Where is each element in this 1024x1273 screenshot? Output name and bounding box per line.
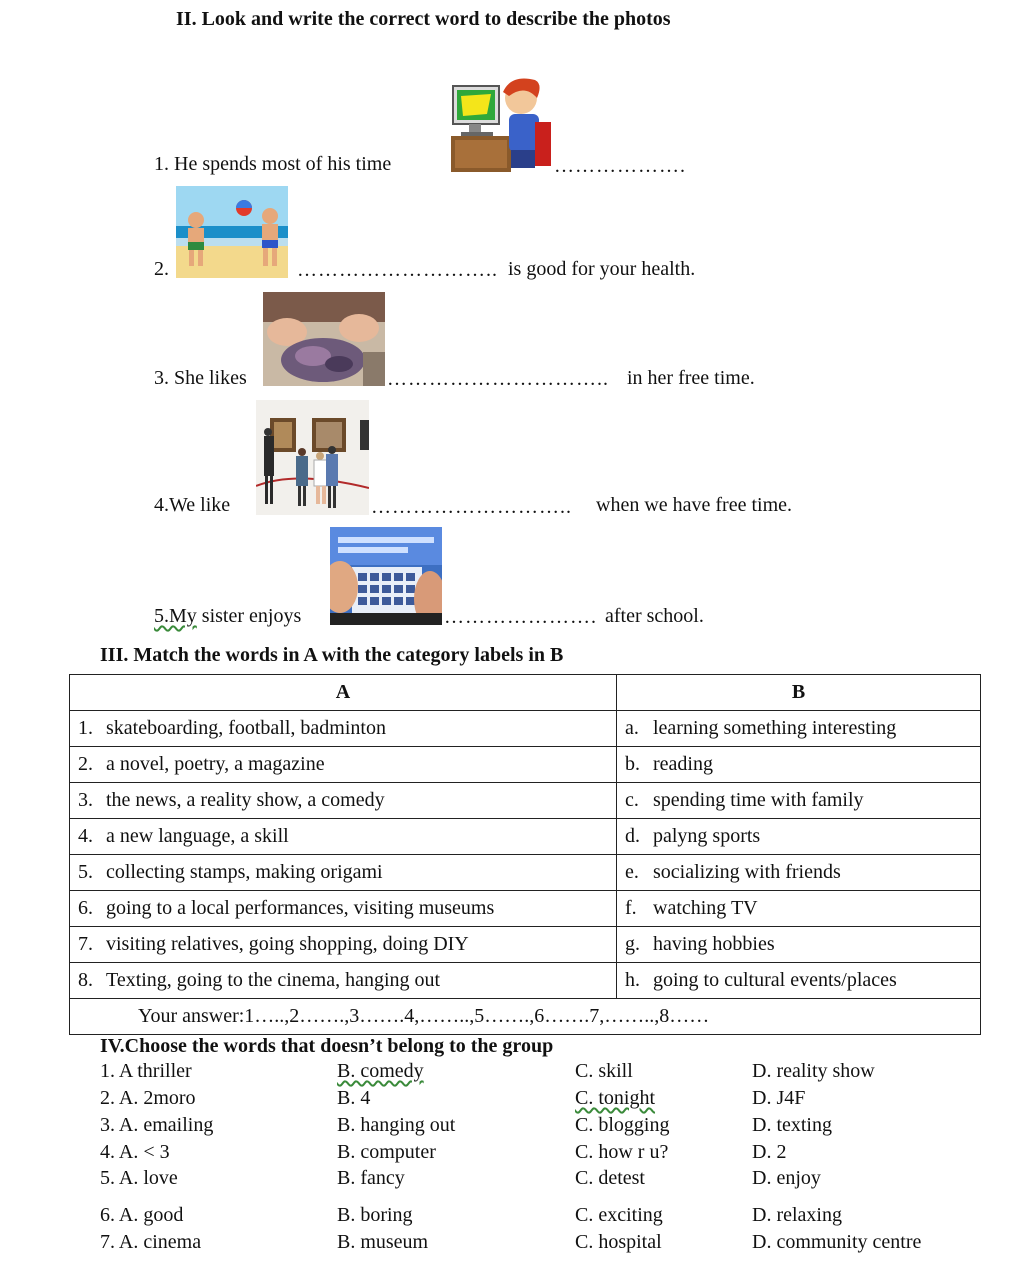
row-number: 3. <box>78 789 93 811</box>
option-c-text: C. tonight <box>575 1087 656 1109</box>
item-2-blank[interactable]: ……………………….. <box>297 259 498 281</box>
option-c[interactable]: C. exciting <box>575 1204 663 1226</box>
item-3-text: 3. She likes <box>154 367 247 389</box>
row-a-text: collecting stamps, making origami <box>106 861 383 883</box>
item-4-blank[interactable]: ……………………….. <box>371 496 572 518</box>
option-a[interactable]: 7. A. cinema <box>100 1231 202 1253</box>
option-a[interactable]: 4. A. < 3 <box>100 1141 170 1163</box>
option-c[interactable]: C. blogging <box>575 1114 670 1136</box>
item-5-number: 5.My <box>154 605 197 627</box>
option-c[interactable]: C. detest <box>575 1167 645 1189</box>
column-b-cell <box>617 783 981 819</box>
row-b-text: watching TV <box>653 897 758 919</box>
row-a-text: a novel, poetry, a magazine <box>106 753 325 775</box>
option-b[interactable]: B. museum <box>337 1231 429 1253</box>
column-a-cell <box>70 891 617 927</box>
row-a-text: a new language, a skill <box>106 825 289 847</box>
boy-computer-picture <box>451 74 553 174</box>
row-b-text: spending time with family <box>653 789 864 811</box>
table-row <box>70 819 981 855</box>
option-a[interactable]: 1. A thriller <box>100 1060 192 1082</box>
column-b-cell <box>617 891 981 927</box>
crafts-picture <box>263 292 385 386</box>
option-b[interactable]: B. boring <box>337 1204 413 1226</box>
option-a[interactable]: 6. A. good <box>100 1204 184 1226</box>
row-b-text: learning something interesting <box>653 717 897 739</box>
item-5-after: after school. <box>605 605 704 627</box>
column-a-cell <box>70 927 617 963</box>
row-b-text: reading <box>653 753 713 775</box>
row-b-text: going to cultural events/places <box>653 969 897 991</box>
row-b-text: having hobbies <box>653 933 775 955</box>
item-2-after: is good for your health. <box>508 258 696 280</box>
item-5-before: sister enjoys <box>201 605 302 627</box>
row-b-text: palyng sports <box>653 825 761 847</box>
item-5-text <box>154 605 301 628</box>
section-3-title: III. Match the words in A with the category labels in B <box>100 644 564 666</box>
row-number: 7. <box>78 933 93 955</box>
option-a[interactable]: 5. A. love <box>100 1167 178 1189</box>
option-d[interactable]: D. J4F <box>752 1087 806 1109</box>
item-5-blank[interactable]: …………………. <box>444 606 597 628</box>
table-row <box>70 855 981 891</box>
option-b-text: B. comedy <box>337 1060 424 1082</box>
table-header-row <box>70 675 981 711</box>
option-d[interactable]: D. texting <box>752 1114 832 1136</box>
item-2-number: 2. <box>154 258 169 280</box>
option-b[interactable]: B. computer <box>337 1141 436 1163</box>
row-number: 4. <box>78 825 93 847</box>
row-letter: c. <box>625 789 639 811</box>
section-2-title: II. Look and write the correct word to describe the photos <box>176 8 671 30</box>
option-c[interactable] <box>575 1087 655 1110</box>
column-b-cell <box>617 819 981 855</box>
row-number: 5. <box>78 861 93 883</box>
column-a-cell <box>70 711 617 747</box>
table-row <box>70 927 981 963</box>
row-letter: g. <box>625 933 640 955</box>
row-letter: d. <box>625 825 640 847</box>
row-number: 8. <box>78 969 93 991</box>
column-a-cell <box>70 747 617 783</box>
item-4-after: when we have free time. <box>596 494 793 516</box>
row-b-text: socializing with friends <box>653 861 841 883</box>
section-4-title: IV.Choose the words that doesn’t belong to the group <box>100 1035 554 1057</box>
item-4-text: 4.We like <box>154 494 231 516</box>
column-a-cell <box>70 819 617 855</box>
option-c[interactable]: C. how r u? <box>575 1141 669 1163</box>
row-number: 1. <box>78 717 93 739</box>
option-c[interactable]: C. skill <box>575 1060 633 1082</box>
row-a-text: the news, a reality show, a comedy <box>106 789 385 811</box>
column-b-cell <box>617 747 981 783</box>
column-b-cell <box>617 711 981 747</box>
beach-volleyball-picture <box>176 186 288 278</box>
column-b-cell <box>617 963 981 999</box>
row-a-text: Texting, going to the cinema, hanging out <box>106 969 441 991</box>
answer-row <box>70 999 981 1035</box>
option-a[interactable]: 3. A. emailing <box>100 1114 214 1136</box>
row-letter: b. <box>625 753 640 775</box>
row-a-text: going to a local performances, visiting museums <box>106 897 495 919</box>
option-c[interactable]: C. hospital <box>575 1231 662 1253</box>
option-b[interactable]: B. 4 <box>337 1087 371 1109</box>
museum-picture <box>256 400 369 515</box>
row-a-text: visiting relatives, going shopping, doing DIY <box>106 933 469 955</box>
column-a-cell <box>70 783 617 819</box>
column-b-cell <box>617 927 981 963</box>
item-1-text: 1. He spends most of his time <box>154 153 392 175</box>
column-a-cell <box>70 963 617 999</box>
option-b[interactable]: B. fancy <box>337 1167 405 1189</box>
table-row <box>70 963 981 999</box>
option-d[interactable]: D. community centre <box>752 1231 922 1253</box>
row-letter: e. <box>625 861 639 883</box>
answer-line[interactable]: Your answer:1…..,2…….,3…….4,……..,5…….,6…….7,……..,8…… <box>70 999 981 1035</box>
item-1-blank[interactable]: ………………. <box>554 155 686 177</box>
matching-table <box>69 674 981 1035</box>
table-row <box>70 747 981 783</box>
table-row <box>70 891 981 927</box>
option-d[interactable]: D. relaxing <box>752 1204 842 1226</box>
table-row <box>70 711 981 747</box>
option-d[interactable]: D. reality show <box>752 1060 875 1082</box>
column-a-header: A <box>70 675 617 711</box>
row-letter: a. <box>625 717 639 739</box>
option-b[interactable] <box>337 1060 424 1083</box>
option-a[interactable]: 2. A. 2moro <box>100 1087 196 1109</box>
item-3-after: in her free time. <box>627 367 755 389</box>
column-a-cell <box>70 855 617 891</box>
option-b[interactable]: B. hanging out <box>337 1114 456 1136</box>
texting-phone-picture <box>330 527 442 625</box>
row-a-text: skateboarding, football, badminton <box>106 717 386 739</box>
option-d[interactable]: D. 2 <box>752 1141 787 1163</box>
column-b-header: B <box>617 675 981 711</box>
row-number: 6. <box>78 897 93 919</box>
row-number: 2. <box>78 753 93 775</box>
option-d[interactable]: D. enjoy <box>752 1167 821 1189</box>
row-letter: f. <box>625 897 637 919</box>
row-letter: h. <box>625 969 640 991</box>
column-b-cell <box>617 855 981 891</box>
item-3-blank[interactable]: ………………………….. <box>387 368 609 390</box>
table-row <box>70 783 981 819</box>
